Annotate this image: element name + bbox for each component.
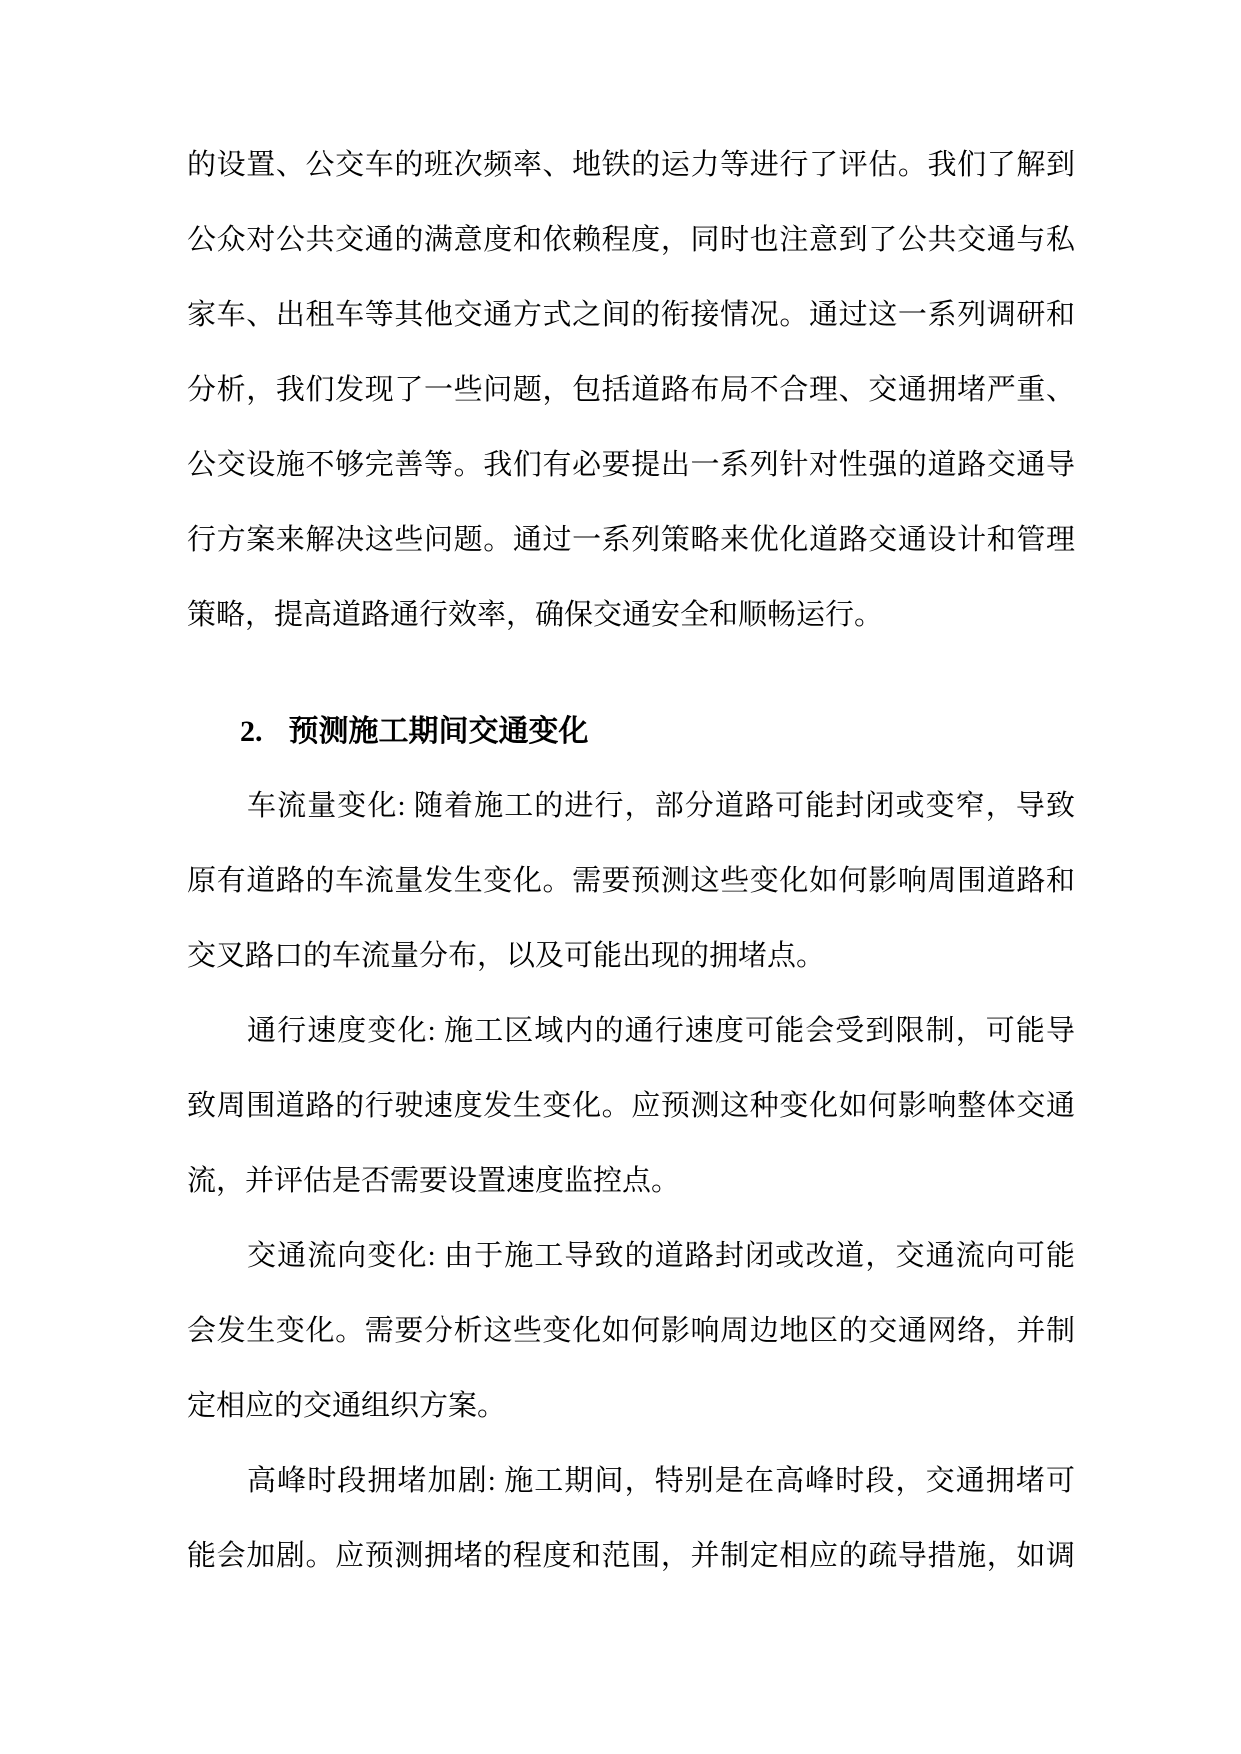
- text-line: 流，并评估是否需要设置速度监控点。: [187, 1165, 681, 1197]
- text-line: 公众对公共交通的满意度和依赖程度，同时也注意到了公共交通与私: [187, 224, 1075, 256]
- text-line: 致周围道路的行驶速度发生变化。应预测这种变化如何影响整体交通: [187, 1090, 1075, 1122]
- text-line: 会发生变化。需要分析这些变化如何影响周边地区的交通网络，并制: [187, 1315, 1075, 1347]
- text-line: 策略，提高道路通行效率，确保交通安全和顺畅运行。: [187, 599, 884, 631]
- text-line: 交叉路口的车流量分布，以及可能出现的拥堵点。: [187, 940, 826, 972]
- text-line: 分析，我们发现了一些问题，包括道路布局不合理、交通拥堵严重、: [187, 374, 1075, 406]
- text-line: 能会加剧。应预测拥堵的程度和范围，并制定相应的疏导措施，如调: [187, 1540, 1075, 1572]
- section-title: 预测施工期间交通变化: [288, 715, 589, 748]
- text-line: 高峰时段拥堵加剧: 施工期间，特别是在高峰时段，交通拥堵可: [247, 1465, 1075, 1497]
- document-content: [187, 128, 1075, 1594]
- text-line: 交通流向变化: 由于施工导致的道路封闭或改道，交通流向可能: [247, 1240, 1075, 1272]
- text-line: 行方案来解决这些问题。通过一系列策略来优化道路交通设计和管理: [187, 524, 1075, 556]
- text-line: 的设置、公交车的班次频率、地铁的运力等进行了评估。我们了解到: [187, 149, 1075, 181]
- text-line: 原有道路的车流量发生变化。需要预测这些变化如何影响周围道路和: [187, 865, 1075, 897]
- section-number: 2.: [240, 715, 263, 748]
- text-line: 定相应的交通组织方案。: [187, 1390, 507, 1422]
- text-line: 公交设施不够完善等。我们有必要提出一系列针对性强的道路交通导: [187, 449, 1075, 481]
- text-line: 通行速度变化: 施工区域内的通行速度可能会受到限制，可能导: [247, 1015, 1075, 1047]
- text-line: 家车、出租车等其他交通方式之间的衔接情况。通过这一系列调研和: [187, 299, 1075, 331]
- section-heading: [187, 694, 1075, 769]
- text-line: 车流量变化: 随着施工的进行，部分道路可能封闭或变窄，导致: [247, 790, 1075, 822]
